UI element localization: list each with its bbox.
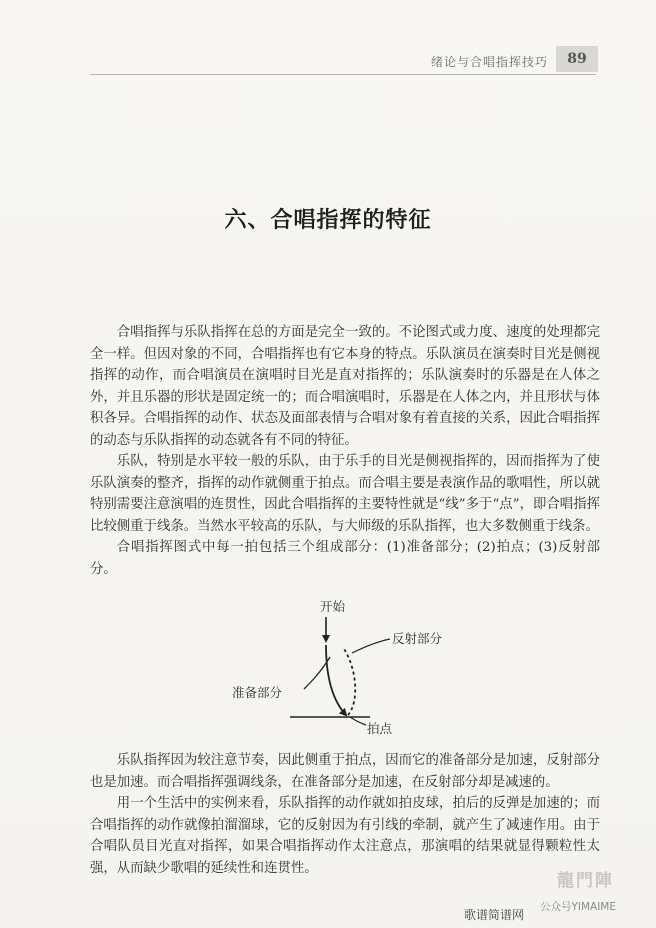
label-beat: 拍点 bbox=[367, 721, 393, 736]
footer-site-name: 歌谱简谱网 bbox=[464, 908, 525, 922]
section-title: 六、合唱指挥的特征 bbox=[224, 208, 432, 233]
label-reflect: 反射部分 bbox=[392, 631, 443, 646]
preparation-curve bbox=[326, 645, 346, 715]
running-header bbox=[0, 44, 656, 76]
paragraph: 用一个生活中的实例来看，乐队指挥的动作就如拍皮球，拍后的反弹是加速的；而合唱指挥的动作就像拍溜溜球，它的反射因为有引线的牵制，就产生了减速作用。由于合唱队员目光直对指挥，如果合唱指挥动作太注意点，那演唱的结果就显得颗粒性太强，从而缺少歌唱的延续性和连贯性。 bbox=[90, 796, 600, 876]
watermark-logo: 龍門陣 bbox=[557, 871, 614, 891]
body-text-top bbox=[90, 322, 600, 580]
prepare-pointer bbox=[304, 657, 330, 689]
reflection-curve bbox=[344, 649, 355, 715]
beat-pointer bbox=[350, 717, 366, 725]
label-prepare: 准备部分 bbox=[232, 685, 283, 700]
paragraph: 合唱指挥与乐队指挥在总的方面是完全一致的。不论图式或力度、速度的处理都完全一样。但因对象的不同，合唱指挥也有它本身的特点。乐队演员在演奏时目光是侧视指挥的动作，而合唱演员在演唱时目光是直对指挥的；乐队演奏时的乐器是在人体之外，并且乐器的形状是固定统一的；而合唱演唱时，乐器是在人体之内，并且形状与体积各异。合唱指挥的动作、状态及面部表情与合唱对象有着直接的关系，因此合唱指挥的动态与乐队指挥的动态就各有不同的特征。 bbox=[90, 325, 600, 448]
label-start: 开始 bbox=[320, 599, 346, 614]
paragraph: 乐队指挥因为较注意节奏，因此侧重于拍点，因而它的准备部分是加速，反射部分也是加速。而合唱指挥强调线条，在准备部分是加速，在反射部分却是减速的。 bbox=[90, 753, 600, 790]
paragraph: 合唱指挥图式中每一拍包括三个组成部分：(1)准备部分；(2)拍点；(3)反射部分。 bbox=[90, 540, 600, 577]
beat-diagram-drawing bbox=[220, 595, 480, 745]
reflect-pointer bbox=[352, 639, 390, 653]
watermark-site: 公众号YIMAIME bbox=[539, 901, 616, 913]
body-text-bottom bbox=[90, 750, 600, 879]
beat-diagram bbox=[220, 595, 480, 745]
header-title: 绪论与合唱指挥技巧 bbox=[430, 55, 548, 69]
header-rule bbox=[90, 74, 596, 75]
paragraph: 乐队，特别是水平较一般的乐队，由于乐手的目光是侧视指挥的，因而指挥为了使乐队演奏的整齐，指挥的动作就侧重于拍点。而合唱主要是表演作品的歌唱性，所以就特别需要注意演唱的连贯性，因此合唱指挥的主要特性就是“线”多于“点”，即合唱指挥比较侧重于线条。当然水平较高的乐队，与大师级的乐队指挥，也大多数侧重于线条。 bbox=[90, 454, 600, 534]
page-number: 89 bbox=[556, 46, 598, 72]
